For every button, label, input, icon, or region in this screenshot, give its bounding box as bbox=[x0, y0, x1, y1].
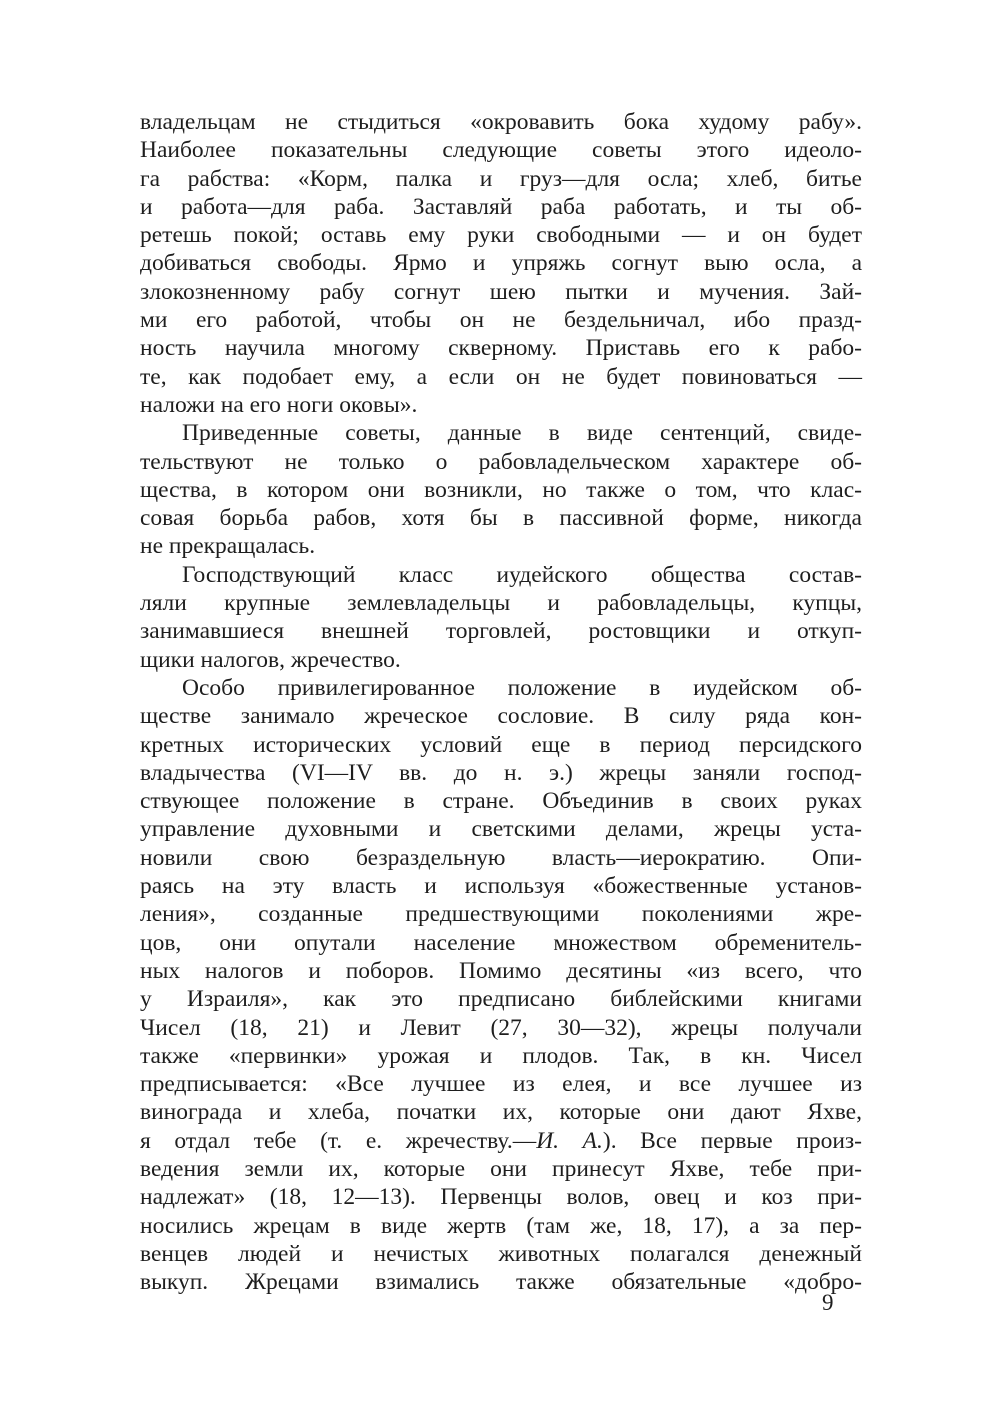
text-line: тельствуют не только о рабовладельческом характере об- bbox=[140, 448, 862, 475]
text-line: предписывается: «Все лучшее из елея, и все лучшее из bbox=[140, 1071, 862, 1098]
text-line: ведения земли их, которые они принесут Яхве, тебе при- bbox=[140, 1155, 862, 1182]
text-line: наложи на его ноги оковы». bbox=[140, 391, 418, 418]
text-line: управление духовными и светскими делами, жрецы уста- bbox=[140, 816, 862, 843]
text-line: владельцам не стыдиться «окровавить бока худому рабу». bbox=[140, 109, 862, 135]
page-body bbox=[140, 108, 862, 1296]
text-line: ность научила многому скверному. Приставь его к рабо- bbox=[140, 335, 862, 362]
paragraph bbox=[140, 108, 862, 419]
text-line: ствующее положение в стране. Объединив в своих руках bbox=[140, 788, 862, 815]
text-line: ретешь покой; оставь ему руки свободными — и он будет bbox=[140, 222, 862, 249]
text-line: добиваться свободы. Ярмо и упряжь согнут выю осла, а bbox=[140, 250, 862, 277]
paragraph bbox=[140, 561, 862, 674]
text-line: Приведенные советы, данные в виде сентенций, свиде- bbox=[182, 420, 862, 447]
text-line: цов, они опутали население множеством обременитель- bbox=[140, 929, 862, 956]
text-line: раясь на эту власть и используя «божественные установ- bbox=[140, 873, 862, 900]
text-line: и работа—для раба. Заставляй раба работать, и ты об- bbox=[140, 193, 862, 220]
paragraph bbox=[140, 674, 862, 1297]
text-line: Особо привилегированное положение в иудейском об- bbox=[182, 674, 862, 701]
text-line: совая борьба рабов, хотя бы в пассивной форме, никогда bbox=[140, 505, 862, 532]
text-line: злокозненному рабу согнут шею пытки и мучения. Зай- bbox=[140, 278, 862, 305]
text-line: носились жрецам в виде жертв (там же, 18, 17), а за пер- bbox=[140, 1212, 862, 1239]
text-line: у Израиля», как это предписано библейскими книгами bbox=[140, 986, 862, 1013]
text-line: Чисел (18, 21) и Левит (27, 30—32), жрецы получали bbox=[140, 1014, 862, 1041]
text-segment: я отдал тебе (т. е. жречеству.— bbox=[140, 1127, 537, 1154]
text-line: кретных исторических условий еще в период персидского bbox=[140, 731, 862, 758]
text-line: щики налогов, жречество. bbox=[140, 646, 401, 673]
page-number: 9 bbox=[822, 1290, 834, 1315]
text-line: надлежат» (18, 12—13). Первенцы волов, овец и коз при- bbox=[140, 1184, 862, 1211]
text-line: новили свою безраздельную власть—иерократию. Опи- bbox=[140, 844, 862, 871]
text-line: Господствующий класс иудейского общества состав- bbox=[182, 561, 862, 588]
text-line bbox=[140, 1127, 862, 1155]
text-line: не прекращалась. bbox=[140, 533, 316, 560]
text-line: также «первинки» урожая и плодов. Так, в кн. Чисел bbox=[140, 1042, 862, 1069]
text-line: винограда и хлеба, початки их, которые они дают Яхве, bbox=[140, 1099, 862, 1126]
text-line: ществе занимало жреческое сословие. В силу ряда кон- bbox=[140, 703, 862, 730]
text-line: занимавшиеся внешней торговлей, ростовщики и откуп- bbox=[140, 618, 862, 645]
text-line: владычества (VI—IV вв. до н. э.) жрецы заняли господ- bbox=[140, 759, 862, 786]
text-line: щества, в котором они возникли, но также о том, что клас- bbox=[140, 476, 862, 503]
text-line: га рабства: «Корм, палка и груз—для осла; хлеб, битье bbox=[140, 165, 862, 192]
text-segment: ). Все первые произ- bbox=[602, 1127, 863, 1154]
text-line: ления», созданные предшествующими поколениями жре- bbox=[140, 901, 862, 928]
text-line: те, как подобает ему, а если он не будет повиноваться — bbox=[140, 363, 862, 390]
text-line: выкуп. Жрецами взимались также обязательные «добро- bbox=[140, 1269, 862, 1296]
text-line: ми его работой, чтобы он не бездельничал, ибо празд- bbox=[140, 307, 862, 334]
text-line: Наиболее показательны следующие советы этого идеоло- bbox=[140, 137, 862, 164]
italic-initials: И. А. bbox=[536, 1127, 603, 1154]
paragraph bbox=[140, 419, 862, 560]
text-line: ляли крупные землевладельцы и рабовладельцы, купцы, bbox=[140, 590, 862, 617]
text-line: венцев людей и нечистых животных полагался денежный bbox=[140, 1240, 862, 1267]
text-line: ных налогов и поборов. Помимо десятины «из всего, что bbox=[140, 957, 862, 984]
